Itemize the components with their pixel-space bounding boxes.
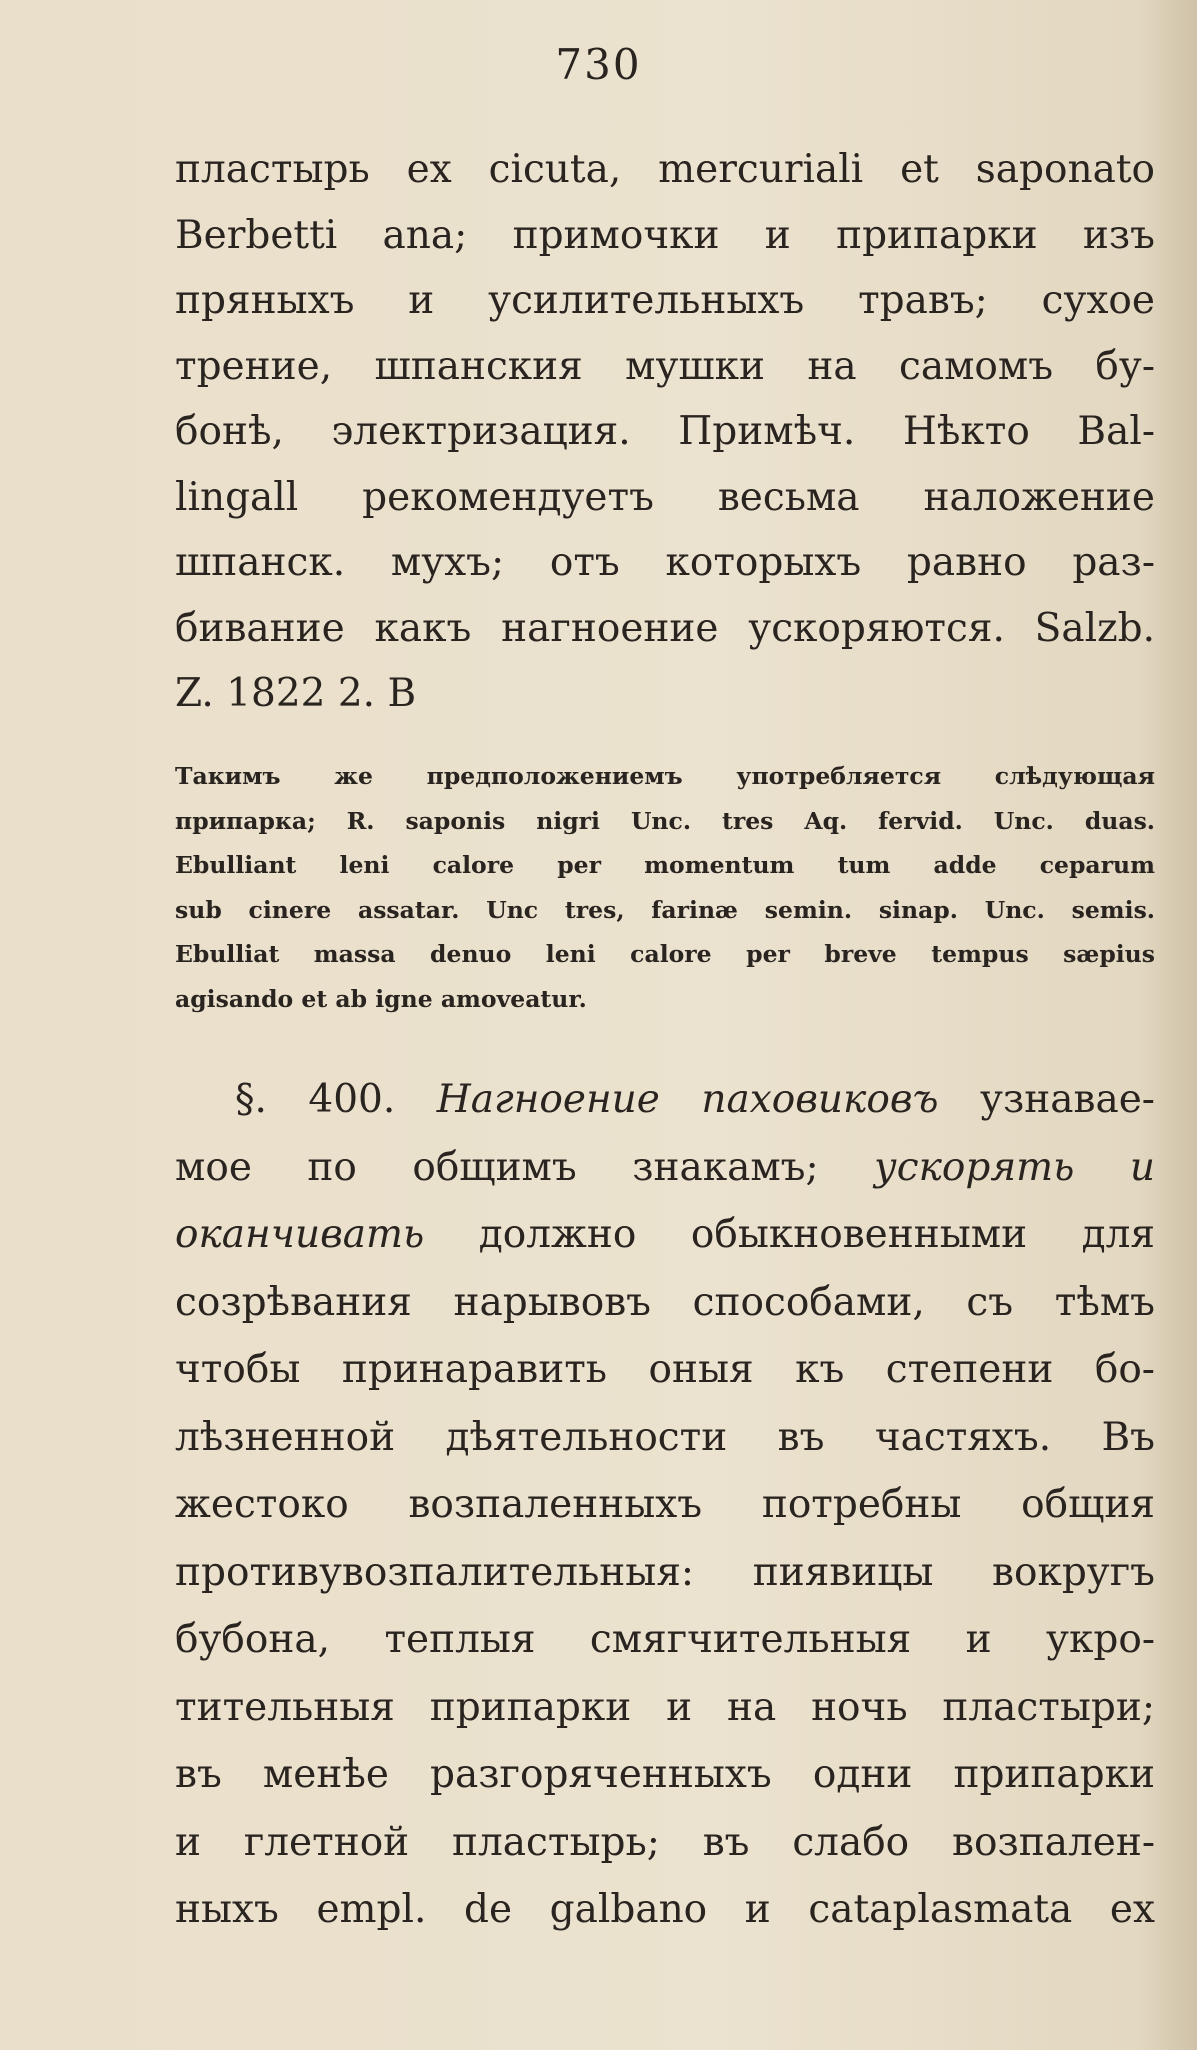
footnote-line: Такимъ же предположениемъ употребляется слѣдующая: [175, 762, 1155, 790]
emphasis-fragment: оканчивать: [175, 1212, 425, 1257]
text-line: въ менѣе разгоряченныхъ одни припарки: [175, 1752, 1155, 1797]
text-line: lingall рекомендуетъ весьма наложение: [175, 474, 1155, 520]
text-line: ныхъ empl. de galbano и cataplasmata ex: [175, 1887, 1155, 1932]
footnote-line: agisando et ab igne amoveatur.: [175, 984, 587, 1013]
footnote-recipe: [175, 754, 1155, 1021]
text-line: противувозпалительныя: пиявицы вокругъ: [175, 1549, 1155, 1595]
page-number: 730: [555, 40, 642, 89]
text-line: чтобы принаравить оныя къ степени бо-: [175, 1347, 1155, 1392]
section-400: [175, 1066, 1155, 1944]
footnote-line: sub cinere assatar. Unc tres, farinæ semin. sinap. Unc. semis.: [175, 895, 1155, 924]
text-line: [175, 1134, 1155, 1202]
text-line: трение, шпанския мушки на самомъ бу-: [175, 343, 1155, 389]
text-line: бивание какъ нагноение ускоряются. Salzb.: [175, 605, 1155, 651]
text-line: Z. 1822 2. B: [175, 671, 417, 716]
text-fragment: должно обыкновенными для: [478, 1212, 1155, 1257]
footnote-line: Ebulliat massa denuo leni calore per breve tempus sæpius: [175, 940, 1155, 968]
text-line: бонѣ, электризация. Примѣч. Нѣкто Bal-: [175, 409, 1155, 454]
section-heading-line: [175, 1066, 1155, 1134]
section-heading: Нагноение паховиковъ: [436, 1077, 939, 1122]
text-line: пряныхъ и усилительныхъ травъ; сухое: [175, 278, 1155, 323]
text-line: и глетной пластырь; въ слабо возпален-: [175, 1819, 1155, 1865]
emphasis-fragment: ускорять и: [874, 1144, 1155, 1190]
paragraph-continuation: [175, 137, 1155, 727]
text-fragment: узнавае-: [980, 1077, 1155, 1122]
text-line: [175, 1201, 1155, 1269]
text-line: лѣзненной дѣятельности въ частяхъ. Въ: [175, 1414, 1155, 1460]
text-line: бубона, теплыя смягчительныя и укро-: [175, 1617, 1155, 1662]
text-line: шпанск. мухъ; отъ которыхъ равно раз-: [175, 540, 1155, 585]
text-line: созрѣвания нарывовъ способами, съ тѣмъ: [175, 1279, 1155, 1325]
text-line: тительныя припарки и на ночь пластыри;: [175, 1684, 1155, 1730]
footnote-line: Ebulliant leni calore per momentum tum adde ceparum: [175, 851, 1155, 879]
text-line: пластырь ex cicuta, mercuriali et saponato: [175, 147, 1155, 192]
section-number: §. 400.: [235, 1077, 396, 1122]
text-fragment: мое по общимъ знакамъ;: [175, 1144, 819, 1190]
text-line: жестоко возпаленныхъ потребны общия: [175, 1482, 1155, 1527]
text-line: Berbetti ana; примочки и припарки изъ: [175, 212, 1155, 258]
footnote-line: припарка; R. saponis nigri Unc. tres Aq. fervid. Unc. duas.: [175, 806, 1155, 835]
